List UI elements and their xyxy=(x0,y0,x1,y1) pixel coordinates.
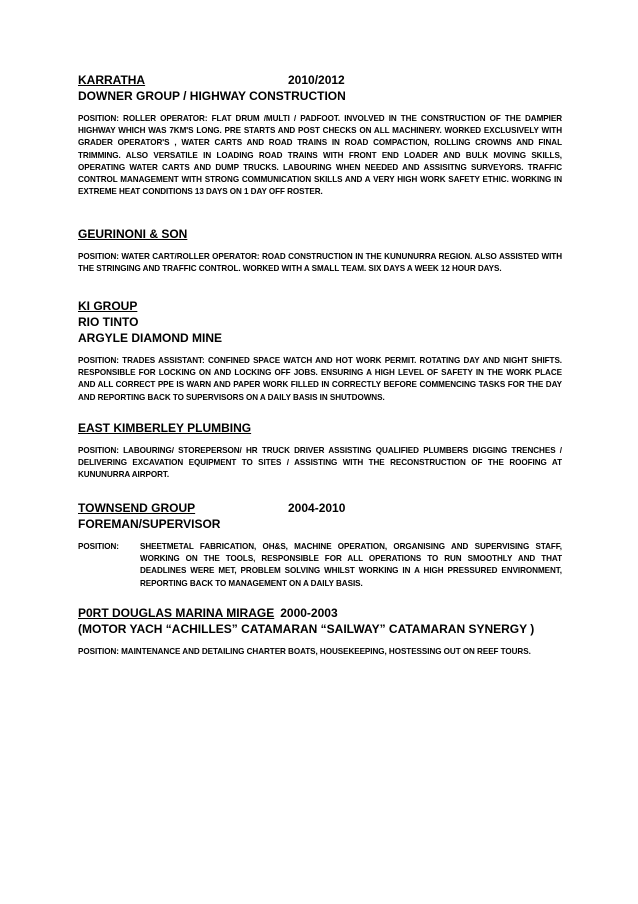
job-description: POSITION: MAINTENANCE AND DETAILING CHARTER BOATS, HOUSEKEEPING, HOSTESSING OUT ON REEF TOURS. xyxy=(78,647,531,656)
job-heading xyxy=(78,500,562,516)
job-company: EAST KIMBERLEY PLUMBING xyxy=(78,421,252,435)
job-heading xyxy=(78,72,562,88)
job-geurinoni xyxy=(78,226,562,275)
job-company: TOWNSEND GROUP xyxy=(78,501,196,515)
job-karratha xyxy=(78,72,562,198)
job-east-kimberley xyxy=(78,420,562,482)
job-company: GEURINONI & SON xyxy=(78,227,188,241)
job-description: POSITION: TRADES ASSISTANT: CONFINED SPACE WATCH AND HOT WORK PERMIT. ROTATING DAY AND NIGHT SHIFTS. RESPONSIBLE FOR LOCKING ON AND LOCKING OFF JOBS. ENSURING A HIGH LEVEL OF SAFETY IN THE WORK PLACE AND ALL CORRECT PPE IS WARN AND PAPER WORK FILLED IN CORRECTLY BEFORE COMMENCING TASKS FOR THE DAY AND REPORTING BACK TO SUPERVISORS ON A DAILY BASIS IN SHUTDOWNS. xyxy=(78,356,562,402)
job-site: ARGYLE DIAMOND MINE xyxy=(78,331,222,345)
job-date: 2010/2012 xyxy=(288,73,345,87)
job-ki-group xyxy=(78,298,562,404)
job-date: 2004-2010 xyxy=(288,501,346,515)
job-company: P0RT DOUGLAS MARINA MIRAGE xyxy=(78,606,275,620)
job-company: KI GROUP xyxy=(78,299,138,313)
job-location: KARRATHA xyxy=(78,73,146,87)
job-description: SHEETMETAL FABRICATION, OH&S, MACHINE OPERATION, ORGANISING AND SUPERVISING STAFF, WORKING ON THE TOOLS, RESPONSIBLE FOR ALL OPERATIONS TO RUN SMOOTHLY AND THAT DEADLINES WERE MET, PROBLEM SOLVING WHILST WORKING IN A HIGH PRESSURED ENVIRONMENT, REPORTING BACK TO MANAGEMENT ON A DAILY BASIS. xyxy=(140,542,562,588)
job-title: FOREMAN/SUPERVISOR xyxy=(78,517,221,531)
job-description: POSITION: WATER CART/ROLLER OPERATOR: ROAD CONSTRUCTION IN THE KUNUNURRA REGION. ALSO ASSISTED WITH THE STRINGING AND TRAFFIC CONTROL. WORKED WITH A SMALL TEAM. SIX DAYS A WEEK 12 HOUR DAYS. xyxy=(78,252,562,274)
job-townsend xyxy=(78,500,562,590)
job-port-douglas xyxy=(78,605,562,658)
job-heading xyxy=(78,605,562,621)
job-heading xyxy=(78,420,562,436)
job-date: 2000-2003 xyxy=(280,606,338,620)
position-label: POSITION: xyxy=(78,542,119,551)
job-client: RIO TINTO xyxy=(78,315,139,329)
job-description: POSITION: ROLLER OPERATOR: FLAT DRUM /MULTI / PADFOOT. INVOLVED IN THE CONSTRUCTION OF THE DAMPIER HIGHWAY WHICH WAS 7KM'S LONG. PRE STARTS AND POST CHECKS ON ALL MACHINERY. WORKED EXCLUSIVELY WITH GRADER OPERATOR'S , WATER CARTS AND ROAD TRAINS IN ROAD COMPACTION, ROLLING CROWNS AND FINAL TRIMMING. ALSO VERSATILE IN LOADING ROAD TRAINS WITH FRONT END LOADER AND BULK MOVING SKILLS, OPERATING WATER CARTS AND DUMP TRUCKS. LABOURING WHEN NEEDED AND ASSISITNG SURVEYORS. TRAFFIC CONTROL MANAGEMENT WITH STRONG COMMUNICATION SKILLS AND A VERY HIGH WORK SAFETY ETHIC. WORKING IN EXTREME HEAT CONDITIONS 13 DAYS ON 1 DAY OFF ROSTER. xyxy=(78,114,562,197)
job-heading xyxy=(78,298,562,314)
job-heading xyxy=(78,226,562,242)
job-description: POSITION: LABOURING/ STOREPERSON/ HR TRUCK DRIVER ASSISTING QUALIFIED PLUMBERS DIGGING TRENCHES / DELIVERING EXCAVATION EQUIPMENT TO SITES / ASSISTING WITH THE RECONSTRUCTION OF THE ROOFING AT KUNUNURRA AIRPORT. xyxy=(78,446,562,480)
job-vessels: (MOTOR YACH “ACHILLES” CATAMARAN “SAILWAY” CATAMARAN SYNERGY ) xyxy=(78,622,535,636)
job-description-block xyxy=(78,541,562,590)
job-company: DOWNER GROUP / HIGHWAY CONSTRUCTION xyxy=(78,89,346,103)
